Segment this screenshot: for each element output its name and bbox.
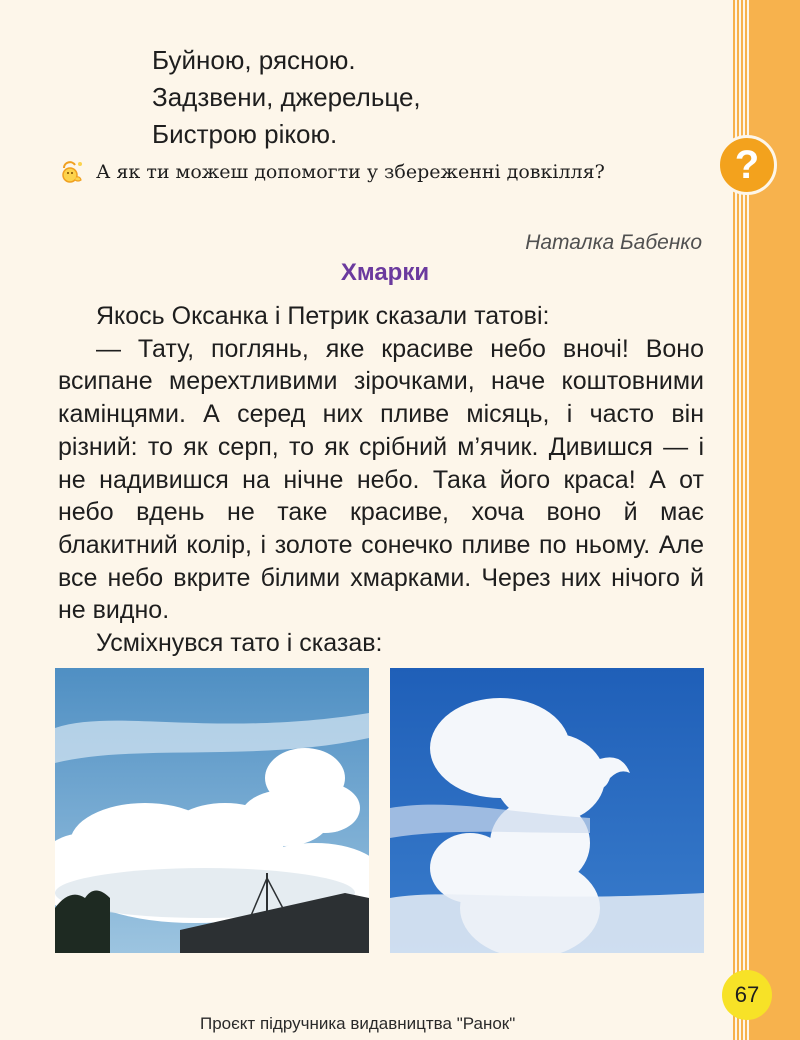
page-number: 67 [722,970,772,1020]
author: Наталка Бабенко [525,231,702,254]
cloud-photo-1 [55,668,369,953]
poem [152,42,421,153]
paragraph: — Тату, поглянь, яке красиве небо вночі! Воно всипане мерехтливими зірочками, наче коштовними камінцями. А серед них пливе місяць, і часто він різний: то як серп, то як срібний м’ячик. Дивишся — і не надивишся на нічне небо. Така його краса! А от небо вдень не таке красиве, хоча воно й має блакитний колір, і золоте сонечко пливе по ньому. Але все небо вкрите білими хмарками. Через них нічого й не видно. [58,334,704,625]
footer: Проєкт підручника видавництва "Ранок" [200,1014,516,1033]
thinking-face-icon [58,158,86,186]
story-title: Хмарки [340,259,430,286]
question-glyph: ? [734,142,760,187]
task-question: А як ти можеш допомогти у збереженні довкілля? [96,161,605,183]
story-text [58,300,704,660]
cloud-photo-2 [390,668,704,953]
poem-line: Задзвени, джерельце, [152,82,421,112]
poem-line: Буйною, рясною. [152,45,356,75]
task-row [58,155,605,189]
question-mark-icon [717,135,777,195]
paragraph: Якось Оксанка і Петрик сказали татові: [96,302,550,330]
paragraph: Усміхнувся тато і сказав: [96,629,383,658]
poem-line: Бистрою рікою. [152,119,338,149]
